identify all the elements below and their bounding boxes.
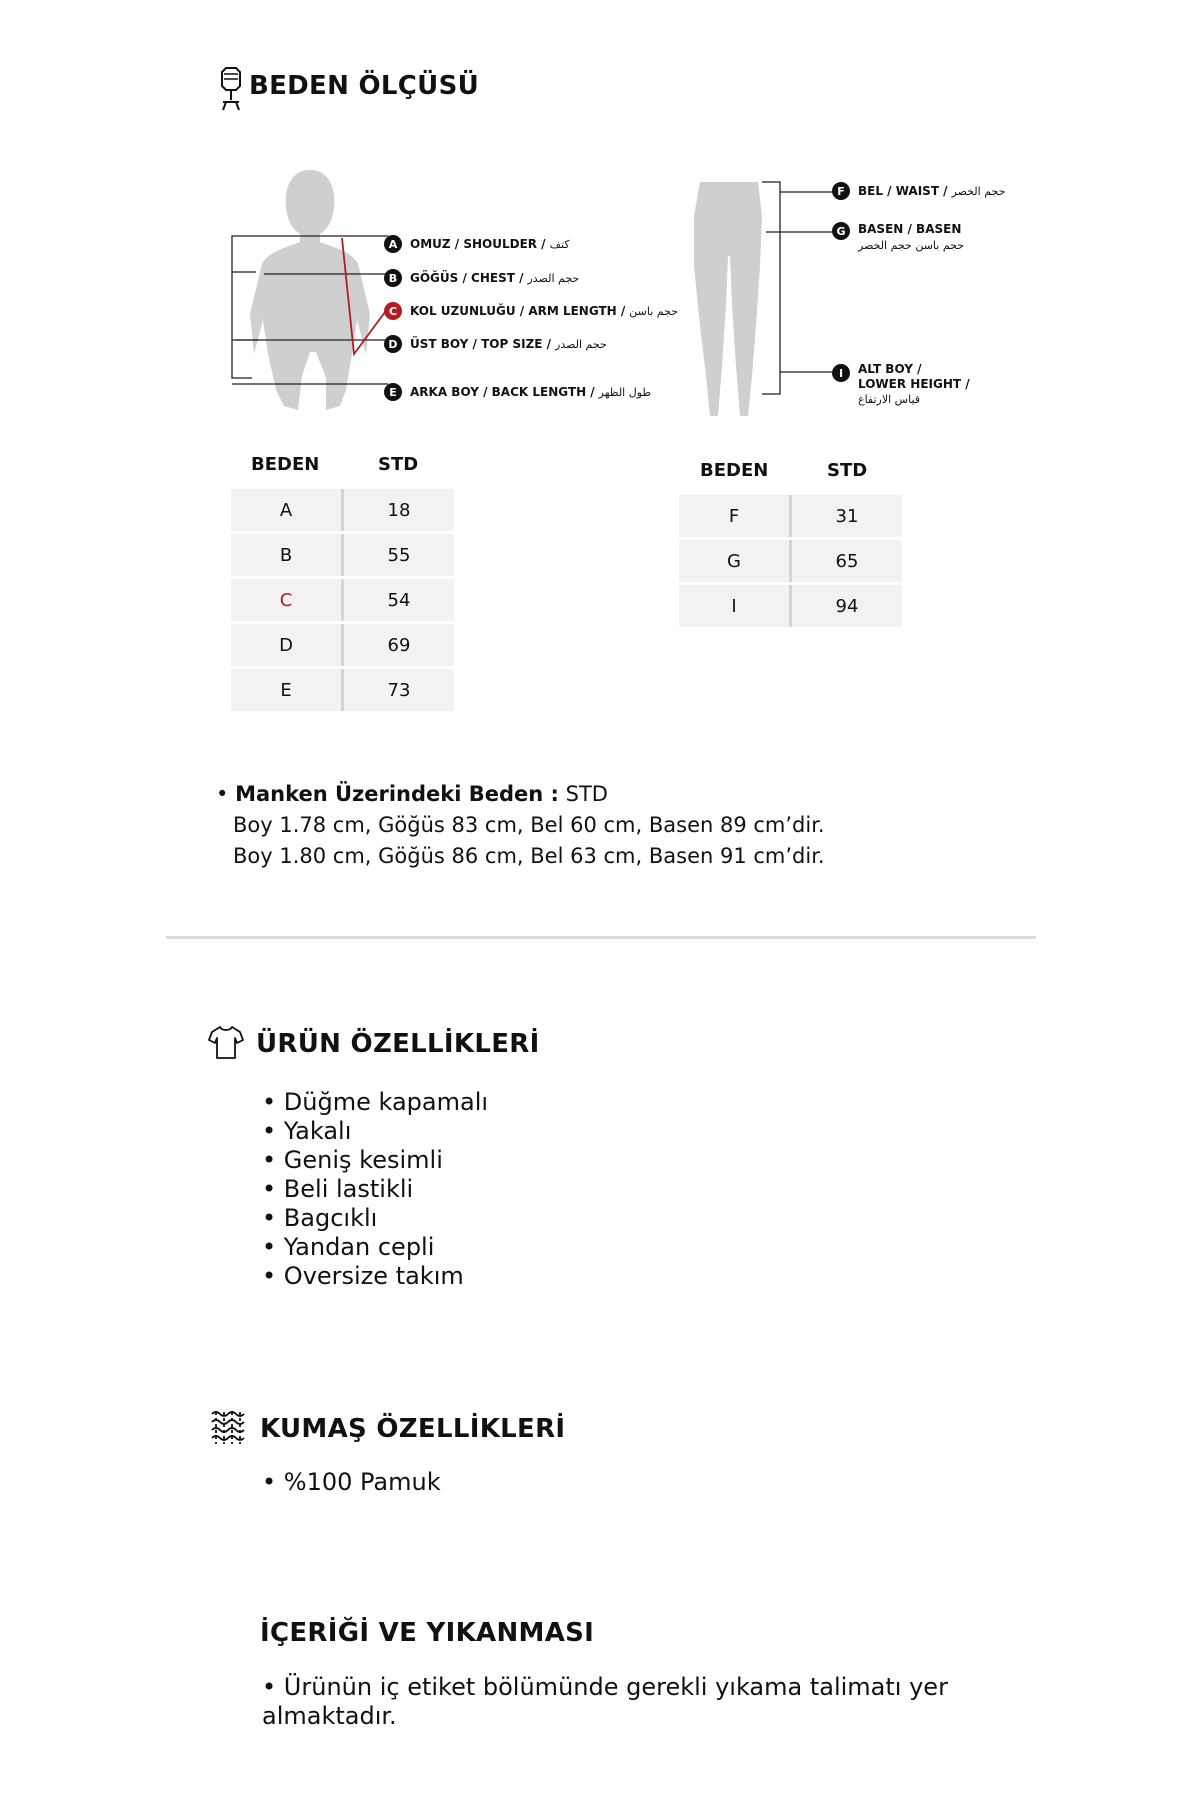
fabric-features-title: KUMAŞ ÖZELLİKLERİ [260, 1414, 566, 1444]
upper-size-table [231, 489, 454, 714]
table-cell: C [231, 578, 343, 623]
table-cell: A [231, 489, 343, 533]
mannequin-icon [218, 66, 244, 112]
fabric-icon [210, 1410, 246, 1446]
list-item: • Oversize takım [262, 1262, 488, 1291]
label-text: ALT BOY / [858, 362, 922, 376]
table-row [679, 495, 902, 539]
bullet: • [216, 782, 236, 806]
table-row [231, 668, 454, 713]
badge-a: A [384, 235, 402, 253]
list-item: • Yandan cepli [262, 1233, 488, 1262]
table-cell: 54 [343, 578, 455, 623]
label-arm-length [384, 302, 678, 320]
tshirt-icon [208, 1024, 244, 1060]
list-item: • Düğme kapamalı [262, 1088, 488, 1117]
section-divider [166, 936, 1036, 939]
badge-i: I [832, 364, 850, 382]
badge-b: B [384, 269, 402, 287]
badge-c: C [384, 302, 402, 320]
model-size-label: Manken Üzerindeki Beden : [235, 782, 559, 806]
product-features-list [262, 1088, 488, 1291]
label-waist [832, 182, 1005, 200]
table-row [231, 578, 454, 623]
label-text-group [858, 222, 964, 252]
upper-body-diagram [228, 164, 668, 414]
label-text-group [858, 362, 970, 407]
lower-size-table [679, 495, 902, 630]
table-row [231, 533, 454, 578]
label-arabic: قياس الارتفاع [858, 393, 921, 406]
label-text: GÖĞÜS / CHEST / [410, 271, 524, 285]
label-text: BASEN / BASEN [858, 222, 962, 236]
table-row [231, 623, 454, 668]
table-row [231, 489, 454, 533]
model-measure-line-1: Boy 1.78 cm, Göğüs 83 cm, Bel 60 cm, Basen 89 cm’dir. [233, 813, 825, 837]
badge-g: G [832, 222, 850, 240]
table-cell: 65 [791, 539, 903, 584]
product-features-title: ÜRÜN ÖZELLİKLERİ [256, 1029, 540, 1059]
list-item: • Yakalı [262, 1117, 488, 1146]
lower-table-header-std: STD [827, 460, 868, 481]
size-chart-title: BEDEN ÖLÇÜSÜ [249, 71, 480, 101]
table-cell: D [231, 623, 343, 668]
badge-f: F [832, 182, 850, 200]
label-arabic: حجم باسن حجم الخصر [858, 239, 965, 252]
label-arabic: حجم الصدر [527, 271, 580, 285]
table-row [679, 539, 902, 584]
model-measure-line-2: Boy 1.80 cm, Göğüs 86 cm, Bel 63 cm, Basen 91 cm’dir. [233, 844, 825, 868]
table-cell: 31 [791, 495, 903, 539]
list-item: • Geniş kesimli [262, 1146, 488, 1175]
label-text: ARKA BOY / BACK LENGTH / [410, 385, 595, 399]
label-text: KOL UZUNLUĞU / ARM LENGTH / [410, 304, 626, 318]
lower-body-diagram [682, 176, 832, 426]
label-text: LOWER HEIGHT / [858, 377, 970, 391]
list-item: • %100 Pamuk [262, 1468, 441, 1497]
model-info [216, 779, 825, 872]
model-size-line [216, 779, 825, 810]
label-arabic: حجم الصدر [555, 337, 607, 351]
table-cell: F [679, 495, 791, 539]
list-item: • Bagcıklı [262, 1204, 488, 1233]
badge-d: D [384, 335, 402, 353]
upper-table-header-std: STD [378, 454, 419, 475]
label-chest [384, 269, 579, 287]
label-arabic: حجم الخصر [951, 184, 1006, 198]
table-cell: E [231, 668, 343, 713]
fabric-features-list [262, 1468, 441, 1497]
table-cell: I [679, 584, 791, 629]
lower-table-header-size: BEDEN [700, 460, 769, 481]
label-arabic: حجم باسن [629, 304, 679, 318]
table-cell: G [679, 539, 791, 584]
table-cell: 94 [791, 584, 903, 629]
upper-table-header-size: BEDEN [251, 454, 320, 475]
table-cell: 55 [343, 533, 455, 578]
label-arabic: طول الظهر [598, 385, 652, 399]
label-top-size [384, 335, 607, 353]
table-cell: 69 [343, 623, 455, 668]
model-size-value: STD [558, 782, 608, 806]
label-arabic: كتف [549, 237, 570, 251]
label-lower-height [832, 362, 970, 407]
label-text: ÜST BOY / TOP SIZE / [410, 337, 552, 351]
label-text: OMUZ / SHOULDER / [410, 237, 546, 251]
label-hip [832, 222, 964, 252]
table-cell: 18 [343, 489, 455, 533]
table-cell: 73 [343, 668, 455, 713]
care-title: İÇERİĞİ VE YIKANMASI [260, 1618, 595, 1648]
label-text: BEL / WAIST / [858, 184, 948, 198]
list-item: • Beli lastikli [262, 1175, 488, 1204]
badge-e: E [384, 383, 402, 401]
list-item: • Ürünün iç etiket bölümünde gerekli yıkama talimatı yer almaktadır. [262, 1673, 982, 1731]
label-back-length [384, 383, 651, 401]
table-cell: B [231, 533, 343, 578]
care-list [262, 1673, 982, 1731]
label-shoulder [384, 235, 570, 253]
table-row [679, 584, 902, 629]
